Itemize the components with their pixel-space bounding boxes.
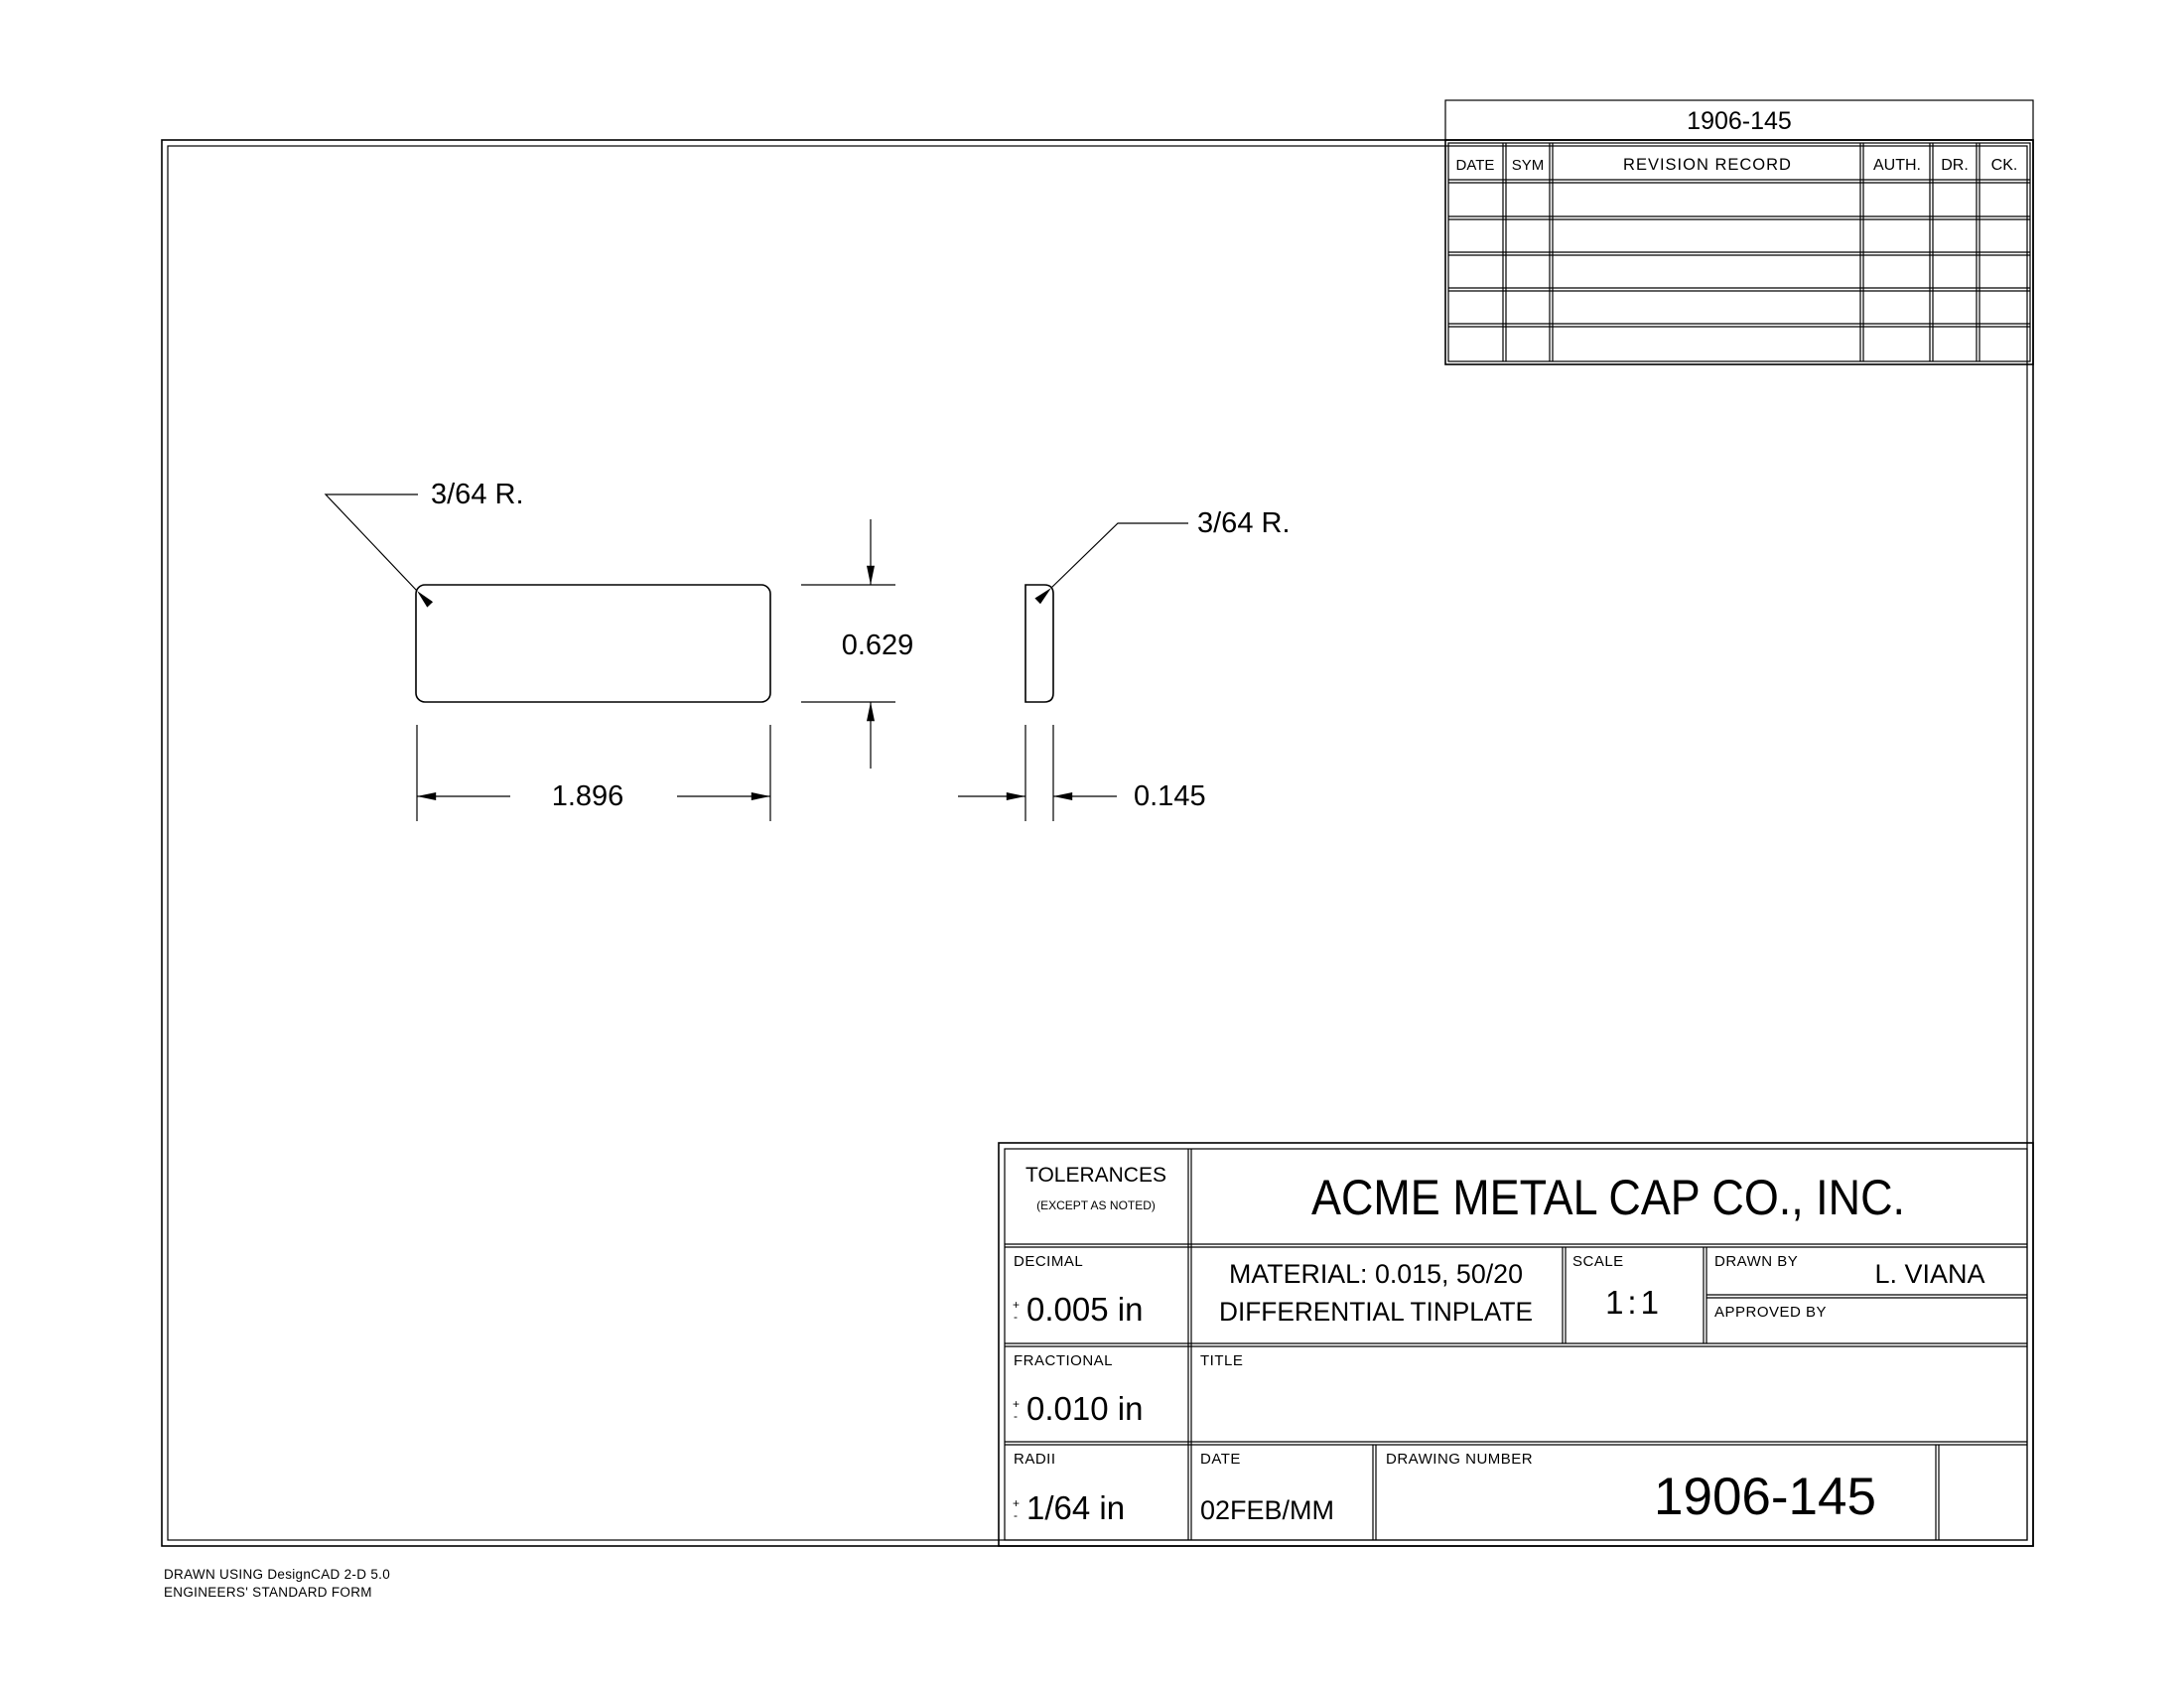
footer-line-1: DRAWN USING DesignCAD 2-D 5.0 [164,1567,390,1582]
front-view [326,479,913,821]
company-name: ACME METAL CAP CO., INC. [1311,1170,1905,1225]
title-block [999,1143,2033,1546]
fractional-minus-sign: - [1014,1409,1018,1423]
front-radius-leader [326,494,418,591]
side-view [958,507,1291,821]
radii-value: 1/64 in [1026,1489,1126,1526]
radii-label: RADII [1014,1451,1056,1468]
drawn-by-label: DRAWN BY [1714,1253,1799,1270]
material-line-1: MATERIAL: 0.015, 50/20 [1229,1259,1523,1289]
revision-header-auth: AUTH. [1873,157,1921,174]
width-label: 1.896 [551,780,624,812]
thickness-label: 0.145 [1134,780,1206,812]
revision-header-sym: SYM [1511,157,1545,174]
scale-label: SCALE [1572,1253,1624,1270]
radii-minus-sign: - [1014,1508,1018,1522]
front-radius-label: 3/64 R. [431,479,524,510]
drawing-number-value: 1906-145 [1654,1468,1876,1526]
fractional-value: 0.010 in [1026,1390,1144,1427]
side-view-outline [1025,585,1053,702]
tolerances-label: TOLERANCES [1025,1164,1166,1187]
tolerances-note: (EXCEPT AS NOTED) [1036,1198,1156,1212]
footer-notes [164,1566,390,1602]
fractional-plus-sign: + [1013,1397,1021,1411]
decimal-value: 0.005 in [1026,1291,1144,1328]
front-view-outline [416,585,770,702]
revision-header-record: REVISION RECORD [1623,156,1792,174]
decimal-minus-sign: - [1014,1310,1018,1324]
revision-block [1445,100,2033,364]
sheet-border [162,140,2033,1546]
footer-line-2: ENGINEERS' STANDARD FORM [164,1585,372,1600]
revision-header-date: DATE [1455,157,1495,174]
date-value: 02FEB/MM [1200,1495,1335,1525]
scale-value: 1:1 [1605,1284,1663,1321]
radii-plus-sign: + [1013,1496,1021,1510]
date-label: DATE [1200,1451,1241,1468]
material-line-2: DIFFERENTIAL TINPLATE [1219,1297,1533,1327]
decimal-plus-sign: + [1013,1298,1021,1312]
drawing-number-label: DRAWING NUMBER [1386,1451,1534,1468]
revision-header-ck: CK. [1990,157,2018,174]
drawn-by-value: L. VIANA [1874,1259,1985,1289]
side-radius-label: 3/64 R. [1197,507,1291,539]
fractional-label: FRACTIONAL [1014,1352,1114,1369]
revision-drawing-number: 1906-145 [1687,107,1792,135]
side-radius-leader [1051,523,1188,588]
approved-by-label: APPROVED BY [1714,1304,1828,1321]
title-label: TITLE [1200,1352,1244,1369]
height-label: 0.629 [841,630,914,661]
revision-header-dr: DR. [1941,157,1969,174]
decimal-label: DECIMAL [1014,1253,1084,1270]
